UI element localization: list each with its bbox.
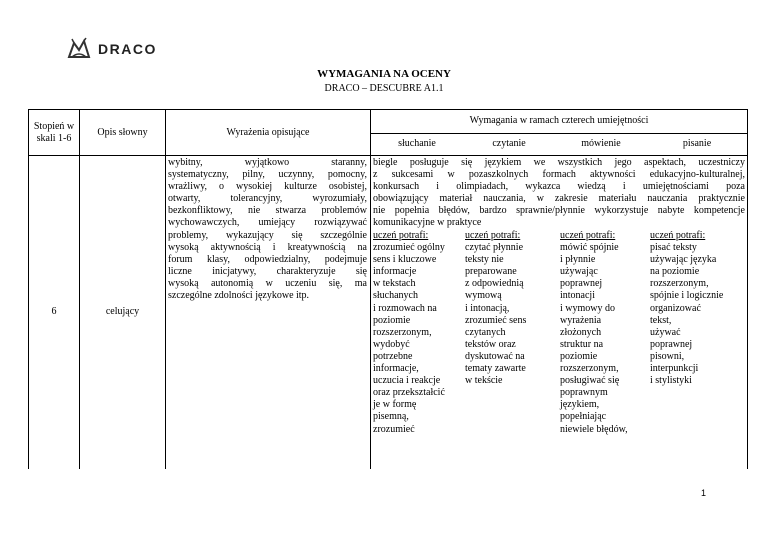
page-number: 1 xyxy=(700,488,706,498)
header-wymagania: Wymagania w ramach czterech umiejętności xyxy=(469,115,649,127)
sluchanie-skills: uczeń potrafi: zrozumieć ogólny sens i kluczowe informacje w tekstach słuchanych i rozmowach na poziomie rozszerzonym, wydobyć potrzebne informacje, uczucia i reakcje oraz przekształcić je w formę pisemną, zrozumieć xyxy=(373,230,445,435)
document-subtitle: DRACO – DESCUBRE A1.1 xyxy=(324,83,444,94)
czytanie-skills: uczeń potrafi: czytać płynnie teksty nie preparowane z odpowiednią wymową i intonacją, zrozumieć sens czytanych tekstów oraz dyskutować na tematy zawarte w tekście xyxy=(465,230,527,387)
grade-label: celujący xyxy=(105,306,140,317)
requirements-table xyxy=(28,109,748,469)
document-title: WYMAGANIA NA OCENY xyxy=(317,68,451,80)
header-opis: Opis słowny xyxy=(97,126,148,138)
header-stopien: Stopień w skali 1-6 xyxy=(33,120,75,144)
general-requirements: biegle posługuje się językiem we wszystkich jego aspektach, uczestniczy z sukcesami w pozaszkolnych formach aktywności edukacyjno-kulturalnej, konkursach i olimpiadach, wykazca wiedzą i umiejętnościami poza obowiązujący materiał nauczania, w zakresie materiału nauczania praktycznie nie popełnia błędów, bardzo sprawnie/płynnie wykorzystuje nabyte kompetencje komunikacyjne w praktyce xyxy=(373,157,745,229)
mowienie-skills: uczeń potrafi: mówić spójnie i płynnie używając poprawnej intonacji i wymowy do wyrażenia złożonych struktur na poziomie rozszerzonym, posługiwać się poprawnym językiem, popełniając niewiele błędów, xyxy=(560,230,628,435)
header-mowienie: mówienie xyxy=(581,138,621,150)
header-wyrazenia: Wyrażenia opisujące xyxy=(226,126,310,138)
pisanie-skills: uczeń potrafi: pisać teksty używając języka na poziomie rozszerzonym, spójnie i logicznie organizować tekst, używać poprawnej pisowni, interpunkcji i stylistyki xyxy=(650,230,724,387)
behaviour-description: wybitny, wyjątkowo staranny, systematyczny, pilny, uczynny, pomocny, wrażliwy, o wysokiej kulturze osobistej, otwarty, tolerancyjny, wyrozumiały, bezkonfliktowy, nie stwarza problemów wychowawczych, umiejący rozwiązywać problemy, wykazujący się szczególnie wysoką aktywnością i kreatywnością na forum klasy, odpowiedzialny, podejmuje liczne inicjatywy, charakteryzuje się wysoką autonomią w uczeniu się, ma szczególne zdolności językowe itp. xyxy=(168,157,367,302)
draco-logo xyxy=(66,36,157,62)
draco-dragon-icon xyxy=(66,37,92,61)
header-pisanie: pisanie xyxy=(682,138,712,150)
header-czytanie: czytanie xyxy=(492,138,526,150)
grade-value: 6 xyxy=(51,306,57,317)
header-sluchanie: słuchanie xyxy=(398,138,436,150)
logo-text: DRACO xyxy=(98,41,157,57)
